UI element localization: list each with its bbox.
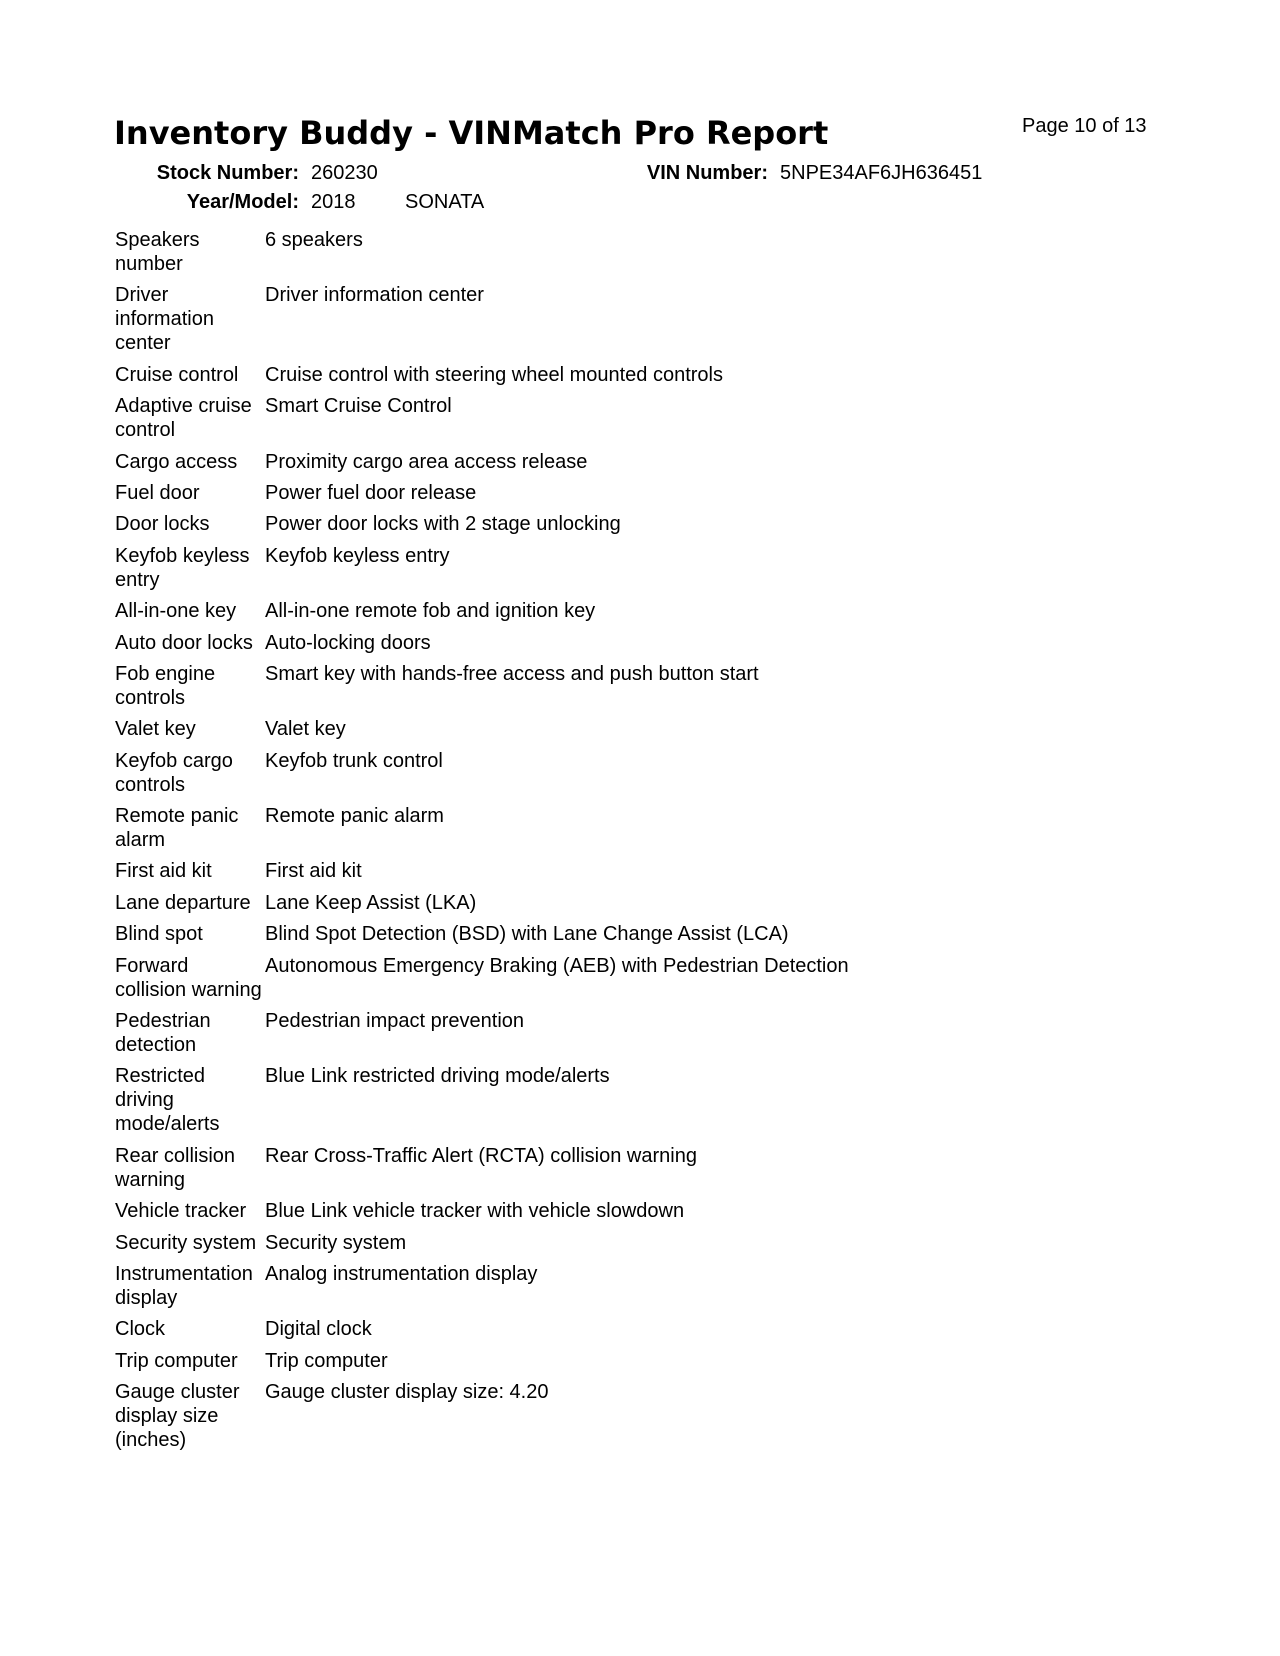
feature-row (115, 1262, 1115, 1310)
feature-value: First aid kit (265, 860, 362, 883)
feature-label: Cargo access (115, 450, 238, 473)
feature-label: Forward collision warning (115, 954, 262, 1001)
feature-row (115, 283, 1115, 355)
feature-label: Cruise control (115, 363, 239, 386)
feature-label: Security system (115, 1231, 257, 1254)
feature-label: Adaptive cruise control (115, 395, 252, 442)
feature-row (115, 717, 1115, 741)
feature-row (115, 749, 1115, 797)
feature-row (115, 544, 1115, 592)
feature-label: Trip computer (115, 1349, 238, 1372)
feature-value: Smart Cruise Control (265, 395, 452, 418)
feature-row (115, 804, 1115, 852)
vin-number-value: 5NPE34AF6JH636451 (780, 162, 983, 184)
feature-label: Auto door locks (115, 631, 253, 654)
feature-label: Remote panic alarm (115, 805, 239, 852)
feature-row (115, 450, 1115, 474)
feature-value: Rear Cross-Traffic Alert (RCTA) collision warning (265, 1144, 697, 1167)
feature-list (115, 228, 1115, 1460)
feature-row (115, 1380, 1115, 1452)
feature-row (115, 859, 1115, 883)
feature-row (115, 1199, 1115, 1223)
feature-label: Instrumentation display (115, 1262, 253, 1309)
feature-row (115, 891, 1115, 915)
feature-row (115, 922, 1115, 946)
stock-number-label: Stock Number: (156, 162, 299, 184)
feature-value: Keyfob keyless entry (265, 544, 450, 567)
feature-value: Blue Link restricted driving mode/alerts (265, 1065, 610, 1088)
feature-value: Power fuel door release (265, 481, 477, 504)
feature-row (115, 228, 1115, 276)
feature-value: Cruise control with steering wheel mounted controls (265, 363, 723, 386)
feature-row (115, 1009, 1115, 1057)
feature-row (115, 662, 1115, 710)
year-model-label: Year/Model: (186, 191, 299, 213)
feature-value: Valet key (265, 718, 346, 741)
feature-value: Trip computer (265, 1349, 388, 1372)
feature-value: Keyfob trunk control (265, 749, 443, 772)
report-title: Inventory Buddy - VINMatch Pro Report (114, 114, 829, 152)
feature-value: Digital clock (265, 1318, 372, 1341)
feature-label: Driver information center (115, 284, 214, 355)
feature-label: Pedestrian detection (115, 1010, 211, 1057)
feature-row (115, 363, 1115, 387)
feature-value: Remote panic alarm (265, 805, 444, 828)
feature-value: Driver information center (265, 284, 484, 307)
year-value: 2018 (311, 191, 356, 213)
feature-value: Analog instrumentation display (265, 1262, 538, 1285)
feature-label: Door locks (115, 513, 210, 536)
feature-label: Lane departure (115, 891, 251, 914)
feature-value: Autonomous Emergency Braking (AEB) with Pedestrian Detection (265, 954, 849, 977)
feature-value: Smart key with hands-free access and push button start (265, 662, 759, 685)
page-indicator: Page 10 of 13 (1022, 115, 1147, 137)
feature-label: Vehicle tracker (115, 1200, 247, 1223)
feature-label: Fuel door (115, 481, 200, 504)
stock-number-value: 260230 (311, 162, 378, 184)
feature-row (115, 1317, 1115, 1341)
feature-value: Gauge cluster display size: 4.20 (265, 1381, 549, 1404)
feature-label: Keyfob keyless entry (115, 544, 250, 591)
feature-value: Proximity cargo area access release (265, 450, 588, 473)
feature-label: Keyfob cargo controls (115, 749, 233, 796)
feature-row (115, 394, 1115, 442)
feature-label: Rear collision warning (115, 1144, 236, 1191)
feature-value: Blind Spot Detection (BSD) with Lane Change Assist (LCA) (265, 923, 789, 946)
feature-value: Blue Link vehicle tracker with vehicle slowdown (265, 1200, 685, 1223)
feature-value: Pedestrian impact prevention (265, 1010, 525, 1033)
feature-value: Power door locks with 2 stage unlocking (265, 513, 621, 536)
feature-row (115, 1064, 1115, 1136)
feature-value: All-in-one remote fob and ignition key (265, 600, 596, 623)
feature-label: Gauge cluster display size (inches) (115, 1381, 240, 1452)
feature-row (115, 481, 1115, 505)
feature-value: Security system (265, 1231, 407, 1254)
feature-row (115, 512, 1115, 536)
feature-label: All-in-one key (115, 600, 237, 623)
model-value: SONATA (405, 191, 485, 213)
feature-row (115, 631, 1115, 655)
feature-row (115, 1231, 1115, 1255)
feature-label: Blind spot (115, 923, 203, 946)
feature-value: 6 speakers (265, 229, 363, 251)
vin-number-label: VIN Number: (646, 162, 768, 184)
feature-value: Lane Keep Assist (LKA) (265, 891, 477, 914)
feature-row (115, 1349, 1115, 1373)
feature-label: Restricted driving mode/alerts (115, 1065, 220, 1136)
feature-row (115, 1144, 1115, 1192)
feature-label: Fob engine controls (115, 662, 216, 709)
feature-label: First aid kit (115, 860, 212, 883)
feature-row (115, 599, 1115, 623)
feature-value: Auto-locking doors (265, 631, 431, 654)
feature-label: Speakers number (115, 229, 200, 275)
feature-label: Valet key (115, 718, 196, 741)
feature-label: Clock (115, 1318, 166, 1341)
feature-row (115, 954, 1115, 1002)
